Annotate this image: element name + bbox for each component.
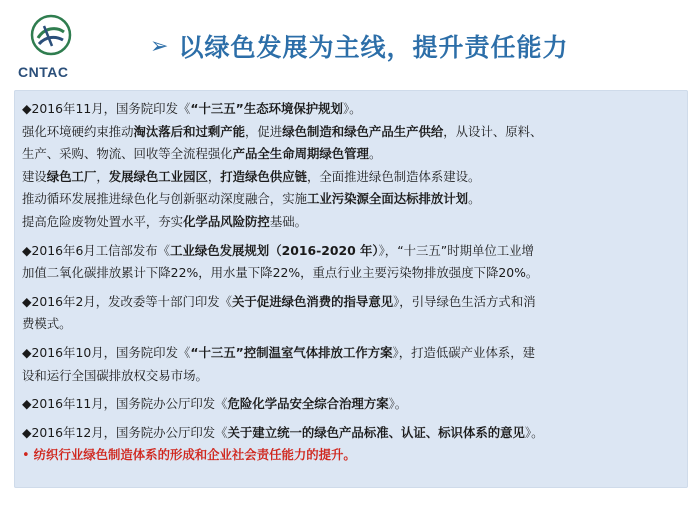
list-item — [22, 98, 686, 234]
item-line: 费模式。 — [22, 316, 72, 332]
list-item — [22, 393, 686, 416]
page-title — [150, 28, 568, 64]
item-line: ◆2016年11月，国务院办公厅印发《危险化学品安全综合治理方案》。 — [22, 396, 408, 412]
item-line: 强化环境硬约束推动淘汰落后和过剩产能，促进绿色制造和绿色产品生产供给，从设计、原料、 — [22, 123, 543, 139]
item-line: ◆2016年2月，发改委等十部门印发《关于促进绿色消费的指导意见》，引导绿色生活方式和消 — [22, 293, 536, 309]
item-line: • 纺织行业绿色制造体系的形成和企业社会责任能力的提升。 — [22, 447, 356, 464]
list-item — [22, 291, 686, 336]
arrow-bullet-icon: ➢ — [150, 33, 169, 59]
list-item — [22, 240, 686, 285]
item-line: ◆2016年10月，国务院印发《“十三五”控制温室气体排放工作方案》，打造低碳产业体系，建 — [22, 344, 536, 360]
list-item — [22, 444, 686, 468]
policy-list — [22, 98, 686, 468]
item-line: 推动循环发展推进绿色化与创新驱动深度融合，实施工业污染源全面达标排放计划。 — [22, 191, 481, 207]
logo-text: CNTAC — [18, 64, 69, 80]
item-line: 加值二氧化碳排放累计下降22%，用水量下降22%，重点行业主要污染物排放强度下降20%。 — [22, 265, 539, 281]
item-line: 提高危险废物处置水平，夯实化学品风险防控基础。 — [22, 213, 307, 229]
list-item — [22, 422, 686, 445]
item-line: 设和运行全国碳排放权交易市场。 — [22, 367, 208, 383]
item-line: ◆2016年12月，国务院办公厅印发《关于建立统一的绿色产品标准、认证、标识体系的意见》。 — [22, 424, 544, 440]
item-line: ◆2016年6月工信部发布《工业绿色发展规划（2016-2020 年）》，“十三五”时期单位工业增 — [22, 242, 534, 258]
cntac-emblem-icon — [30, 14, 72, 56]
title-text: 以绿色发展为主线，提升责任能力 — [178, 33, 569, 62]
item-line: 建设绿色工厂，发展绿色工业园区，打造绿色供应链，全面推进绿色制造体系建设。 — [22, 168, 481, 184]
list-item — [22, 342, 686, 387]
red-bullet-icon: • — [22, 448, 30, 464]
item-line: 生产、采购、物流、回收等全流程强化产品全生命周期绿色管理。 — [22, 146, 382, 162]
item-line: ◆2016年11月，国务院印发《“十三五”生态环境保护规划》。 — [22, 101, 362, 116]
cntac-logo — [8, 14, 86, 84]
